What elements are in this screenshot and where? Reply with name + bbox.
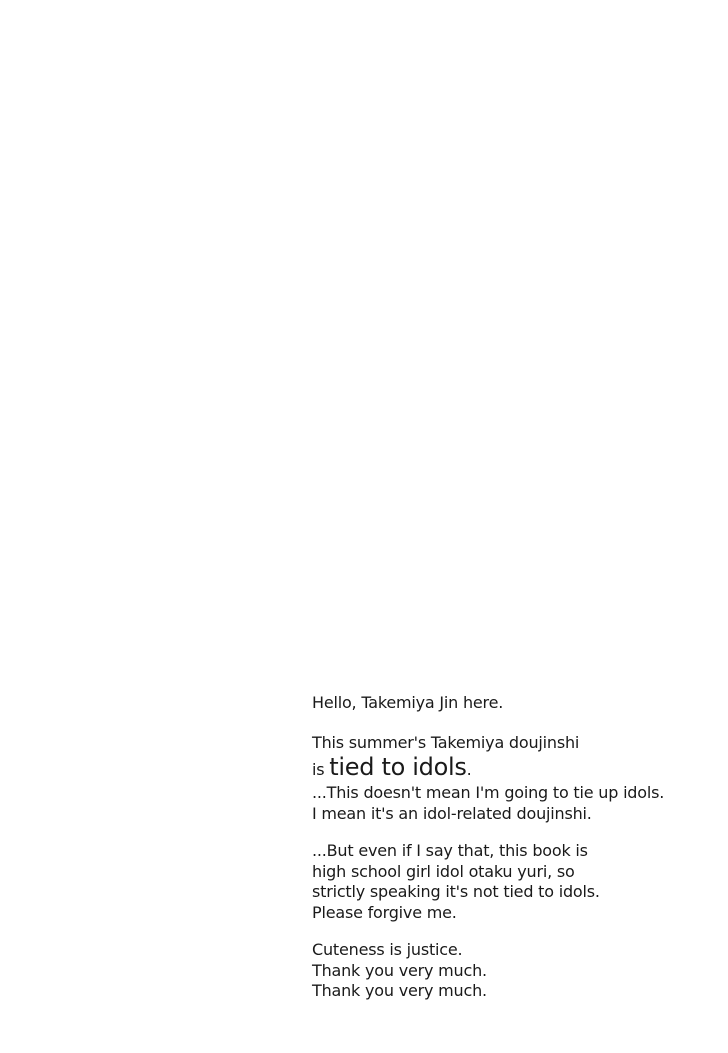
summer-line: This summer's Takemiya doujinshi (312, 732, 580, 752)
yuri-line-2: high school girl idol otaku yuri, so (312, 861, 575, 881)
yuri-paragraph (312, 841, 712, 923)
yuri-line-3: strictly speaking it's not tied to idols. (312, 882, 600, 901)
afterword-text-block (312, 693, 712, 1002)
greeting-paragraph (312, 693, 712, 714)
emph-prefix: is (312, 760, 330, 779)
closing-line-1: Cuteness is justice. (312, 940, 463, 959)
idol-related-line: I mean it's an idol-related doujinshi. (312, 803, 592, 823)
emph-big-text: tied to idols (329, 753, 467, 781)
summer-doujinshi-paragraph (312, 733, 712, 825)
closing-line-3: Thank you very much. (312, 981, 487, 1000)
greeting-line: Hello, Takemiya Jin here. (312, 693, 504, 712)
emph-suffix: . (466, 760, 472, 779)
yuri-line-1: ...But even if I say that, this book is (312, 841, 588, 860)
yuri-line-4: Please forgive me. (312, 902, 457, 922)
tie-up-line: ...This doesn't mean I'm going to tie up idols. (312, 783, 665, 802)
closing-paragraph (312, 940, 712, 1002)
tied-to-idols-line (312, 754, 712, 783)
closing-line-2: Thank you very much. (312, 960, 487, 980)
